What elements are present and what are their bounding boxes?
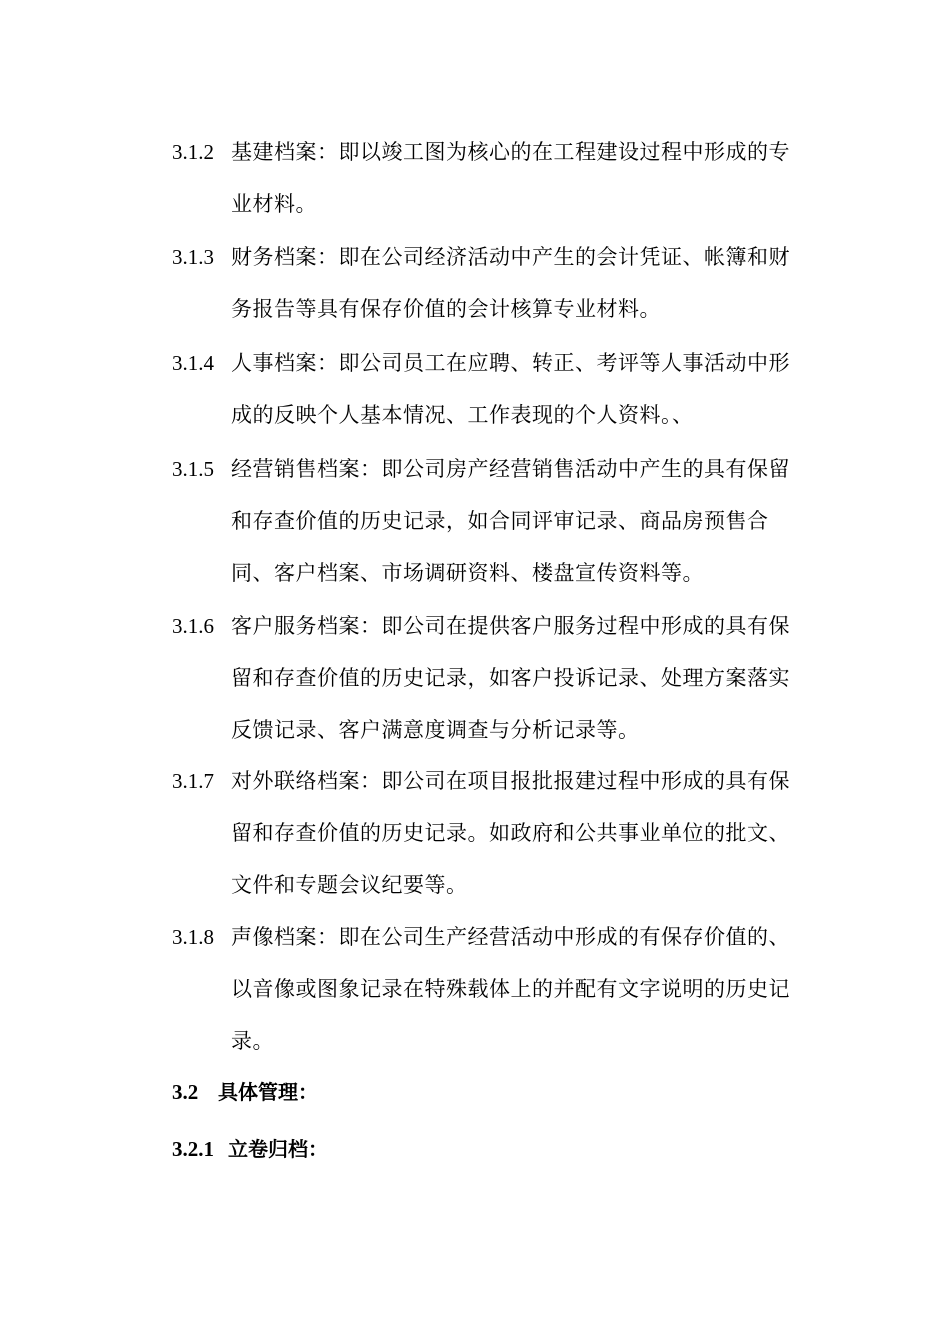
clause-3-1-6 — [172, 613, 822, 756]
clause-3-1-7 — [172, 768, 822, 911]
clause-text: 财务档案：即在公司经济活动中产生的会计凭证、帐簿和财务报告等具有保存价值的会计核算专业材料。 — [231, 245, 790, 321]
clause-number: 3.1.6 — [172, 614, 214, 638]
clause-text: 客户服务档案：即公司在提供客户服务过程中形成的具有保留和存查价值的历史记录，如客户投诉记录、处理方案落实反馈记录、客户满意度调查与分析记录等。 — [231, 614, 790, 742]
clause-number: 3.1.4 — [172, 351, 214, 375]
clause-3-1-5 — [172, 456, 822, 599]
clause-3-1-8 — [172, 924, 822, 1067]
clause-3-1-3 — [172, 244, 822, 335]
clause-number: 3.1.7 — [172, 769, 214, 793]
heading-number: 3.2 — [172, 1080, 199, 1104]
clause-text: 对外联络档案：即公司在项目报批报建过程中形成的具有保留和存查价值的历史记录。如政府和公共事业单位的批文、文件和专题会议纪要等。 — [231, 769, 790, 897]
clause-number: 3.1.2 — [172, 140, 214, 164]
clause-text: 基建档案：即以竣工图为核心的在工程建设过程中形成的专业材料。 — [231, 140, 790, 216]
heading-number: 3.2.1 — [172, 1137, 214, 1161]
heading-title: 具体管理： — [218, 1080, 318, 1104]
clause-number: 3.1.8 — [172, 925, 214, 949]
clause-3-1-2 — [172, 139, 822, 230]
section-heading-3-2-1 — [172, 1136, 328, 1162]
clause-3-1-4 — [172, 350, 822, 441]
section-heading-3-2 — [172, 1079, 318, 1105]
heading-title: 立卷归档： — [228, 1137, 328, 1161]
clause-text: 人事档案：即公司员工在应聘、转正、考评等人事活动中形成的反映个人基本情况、工作表现的个人资料。、 — [231, 351, 790, 427]
clause-text: 声像档案：即在公司生产经营活动中形成的有保存价值的、以音像或图象记录在特殊载体上的并配有文字说明的历史记录。 — [231, 925, 790, 1053]
clause-number: 3.1.5 — [172, 457, 214, 481]
clause-text: 经营销售档案：即公司房产经营销售活动中产生的具有保留和存查价值的历史记录，如合同评审记录、商品房预售合同、客户档案、市场调研资料、楼盘宣传资料等。 — [231, 457, 790, 585]
clause-number: 3.1.3 — [172, 245, 214, 269]
